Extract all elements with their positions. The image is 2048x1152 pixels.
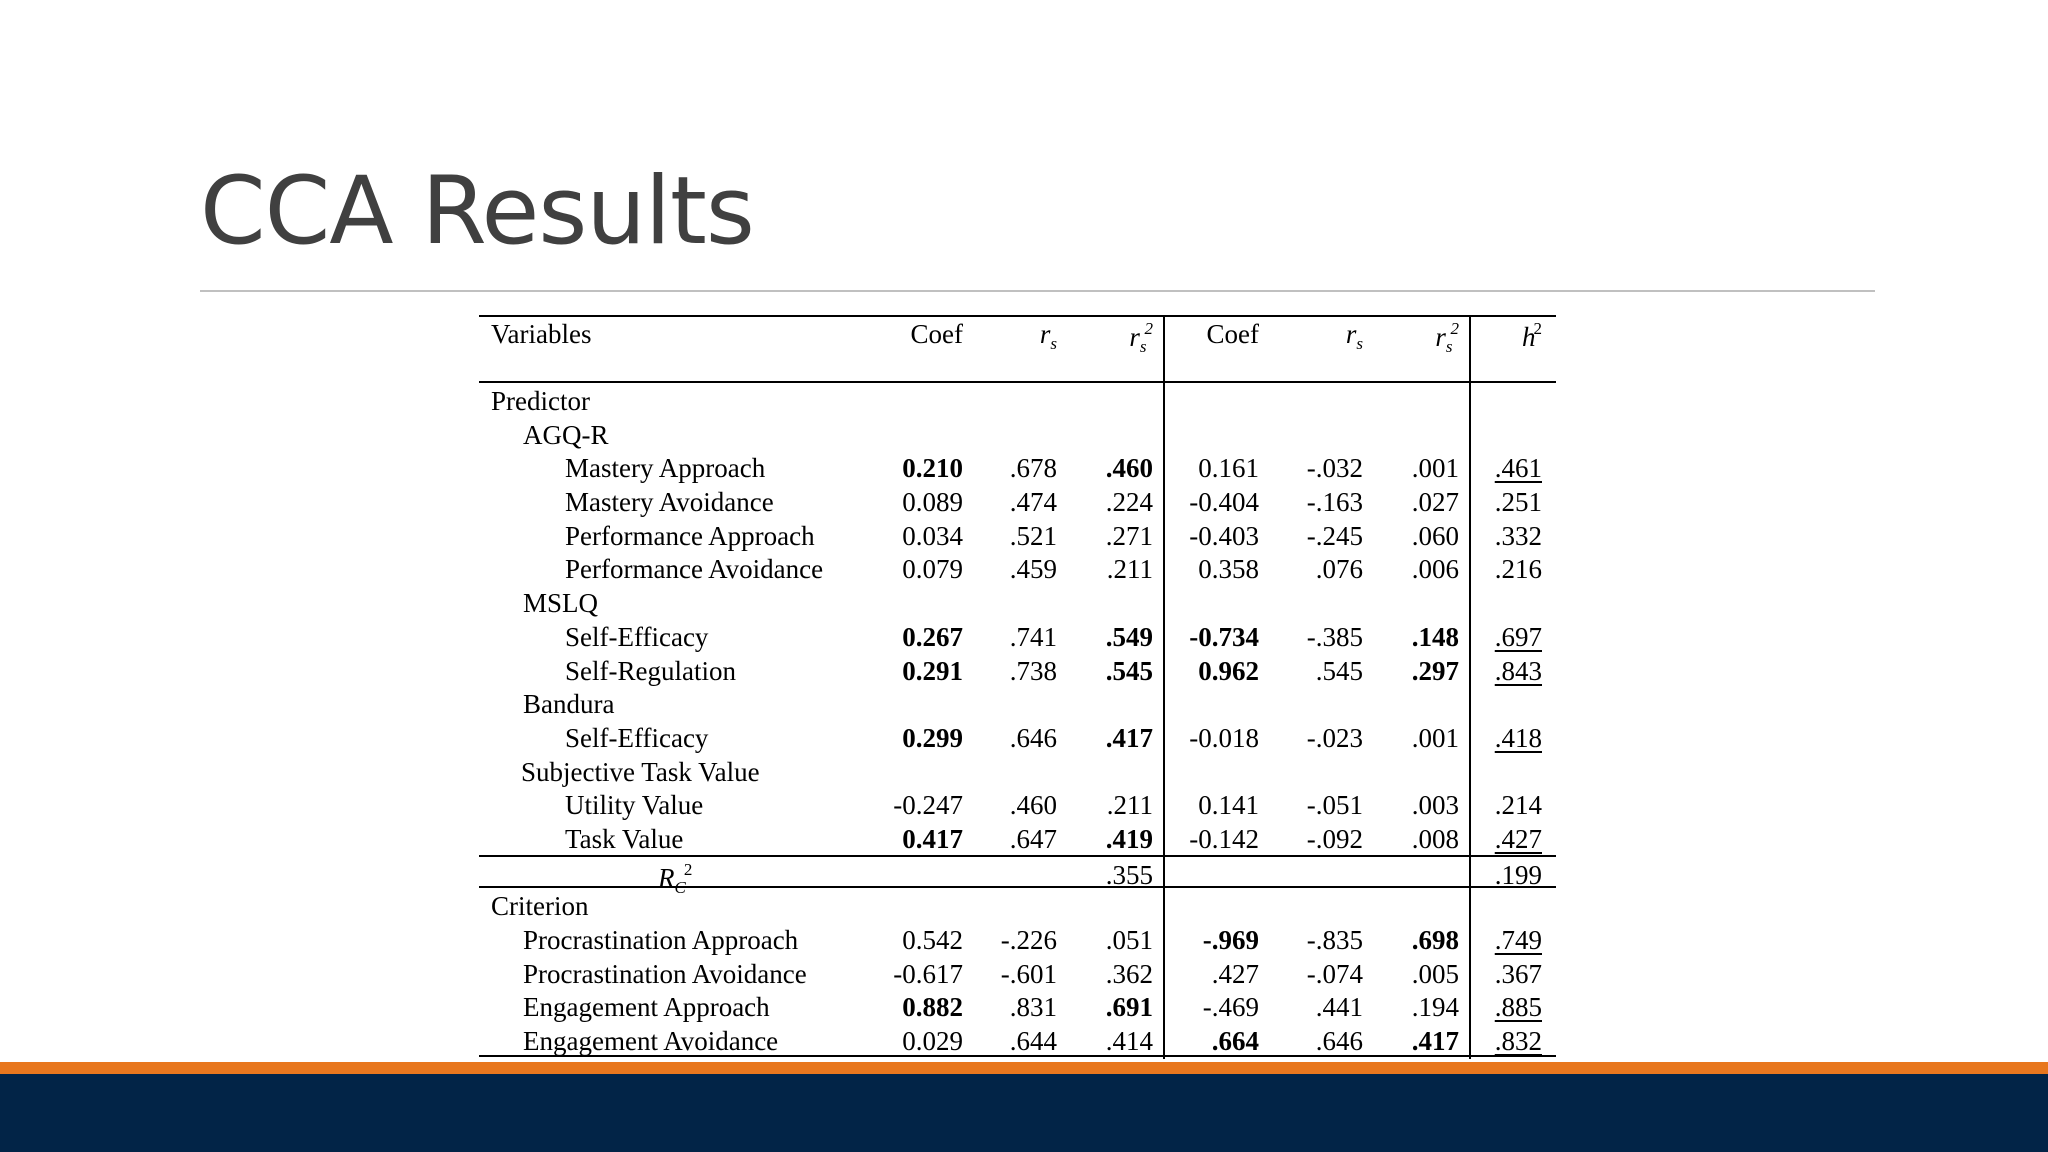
row-label: Self-Efficacy <box>565 621 709 652</box>
table-row <box>479 720 1556 754</box>
row-label: Performance Approach <box>565 520 815 551</box>
cell: .460 <box>1009 790 1057 821</box>
cell: .738 <box>1009 655 1057 686</box>
cell: .216 <box>1494 554 1542 585</box>
row-label: Procrastination Approach <box>523 925 799 955</box>
cell: 0.089 <box>902 487 963 518</box>
cell: 0.417 <box>902 823 963 854</box>
cell: .419 <box>1105 823 1153 854</box>
cell: 0.542 <box>902 925 963 955</box>
cell: .251 <box>1494 487 1542 518</box>
table-row <box>479 1023 1556 1057</box>
cell: .460 <box>1105 453 1153 484</box>
row-label: Mastery Avoidance <box>565 487 774 518</box>
header-rs-1: $r_s$ <box>1039 319 1057 353</box>
cell: .005 <box>1411 958 1459 989</box>
cell: -.226 <box>1000 925 1057 955</box>
cell: -0.403 <box>1189 520 1259 551</box>
table-row <box>479 989 1556 1023</box>
cell: 0.079 <box>902 554 963 585</box>
section-label: Criterion <box>491 891 589 922</box>
cell: .355 <box>1105 859 1153 890</box>
cell: .060 <box>1411 520 1459 551</box>
table-row-group <box>479 417 1556 451</box>
cell: -.469 <box>1202 992 1259 1023</box>
cell: -0.734 <box>1189 621 1259 652</box>
table-row <box>479 956 1556 990</box>
cell: .427 <box>1211 958 1259 989</box>
cell: .417 <box>1105 722 1153 753</box>
cell: -0.617 <box>893 958 963 989</box>
cell: .885 <box>1494 992 1542 1023</box>
cell: .698 <box>1411 925 1459 955</box>
cell: .076 <box>1315 554 1363 585</box>
cell: 0.141 <box>1198 790 1259 821</box>
row-label: Mastery Approach <box>565 453 766 484</box>
table-row <box>479 450 1556 484</box>
table-row-group <box>479 754 1556 788</box>
cell: .332 <box>1494 520 1542 551</box>
cell: .545 <box>1105 655 1153 686</box>
row-label: Engagement Approach <box>523 992 770 1023</box>
cell: -0.142 <box>1189 823 1259 854</box>
cell: 0.029 <box>902 1026 963 1057</box>
group-label: MSLQ <box>523 588 599 619</box>
cell: .211 <box>1106 790 1153 821</box>
cell: .697 <box>1494 621 1542 652</box>
cell: .148 <box>1411 621 1459 652</box>
cell: .001 <box>1411 453 1459 484</box>
table-row <box>479 484 1556 518</box>
footer-accent-bar <box>0 1062 2048 1074</box>
header-coef-1: Coef <box>910 319 963 349</box>
table-row <box>479 821 1556 855</box>
cell: -.835 <box>1306 925 1363 955</box>
cell: .644 <box>1009 1026 1057 1057</box>
cell: .297 <box>1411 655 1459 686</box>
cell: .749 <box>1494 925 1542 955</box>
cell: .427 <box>1494 823 1542 854</box>
cell: 0.962 <box>1198 655 1259 686</box>
cell: -.969 <box>1202 925 1259 955</box>
row-label: Engagement Avoidance <box>523 1026 779 1057</box>
cell: 0.291 <box>902 655 963 686</box>
cell: .214 <box>1494 790 1542 821</box>
cell: .001 <box>1411 722 1459 753</box>
header-coef-2: Coef <box>1206 319 1259 349</box>
cell: 0.267 <box>902 621 963 652</box>
table-row-rc2 <box>479 855 1556 897</box>
cell: -.032 <box>1306 453 1363 484</box>
cell: -0.404 <box>1189 487 1259 518</box>
table-row <box>479 653 1556 687</box>
cell: .646 <box>1009 722 1057 753</box>
cell: .678 <box>1009 453 1057 484</box>
cell: 0.299 <box>902 722 963 753</box>
row-label: Procrastination Avoidance <box>523 958 807 989</box>
cell: .211 <box>1106 554 1153 585</box>
cell: .691 <box>1105 992 1153 1023</box>
table-row <box>479 551 1556 585</box>
cell: -0.018 <box>1189 722 1259 753</box>
header-variables: Variables <box>491 319 592 349</box>
cell: .545 <box>1315 655 1363 686</box>
cell: 0.034 <box>902 520 963 551</box>
cell: .051 <box>1105 925 1153 955</box>
cell: 0.210 <box>902 453 963 484</box>
cell: .664 <box>1211 1026 1259 1057</box>
cell: .417 <box>1411 1026 1459 1057</box>
section-label: Predictor <box>491 386 590 416</box>
cell: -.601 <box>1000 958 1057 989</box>
cell: -.074 <box>1306 958 1363 989</box>
cca-results-table <box>479 315 1556 1057</box>
cell: .521 <box>1009 520 1057 551</box>
header-h2: $h^2$ <box>1522 319 1542 352</box>
cell: 0.358 <box>1198 554 1259 585</box>
row-label: Utility Value <box>565 790 704 821</box>
cell: .549 <box>1105 621 1153 652</box>
cell: .199 <box>1494 859 1542 890</box>
cell: .647 <box>1009 823 1057 854</box>
row-label: Task Value <box>565 823 684 854</box>
cell: -.245 <box>1306 520 1363 551</box>
cell: .224 <box>1105 487 1153 518</box>
table-row <box>479 922 1556 956</box>
cell: .006 <box>1411 554 1459 585</box>
group-label: Bandura <box>523 689 615 720</box>
table-header-row <box>479 315 1556 383</box>
table-row <box>479 518 1556 552</box>
table-row <box>479 619 1556 653</box>
cell: .027 <box>1411 487 1459 518</box>
cell: -.023 <box>1306 722 1363 753</box>
slide-title: CCA Results <box>200 157 754 266</box>
cell: -.092 <box>1306 823 1363 854</box>
group-label: Subjective Task Value <box>521 756 760 787</box>
table-row-group <box>479 585 1556 619</box>
cell: .418 <box>1494 722 1542 753</box>
cell: 0.882 <box>902 992 963 1023</box>
cell: .271 <box>1105 520 1153 551</box>
cell: -.051 <box>1306 790 1363 821</box>
header-rs2-1: $r_s^2$ <box>1129 319 1153 356</box>
row-label: Self-Efficacy <box>565 722 709 753</box>
cell: .362 <box>1105 958 1153 989</box>
cell: .646 <box>1315 1026 1363 1057</box>
cell: .367 <box>1494 958 1542 989</box>
cell: .459 <box>1009 554 1057 585</box>
cell: .003 <box>1411 790 1459 821</box>
header-rs2-2: $r_s^2$ <box>1435 319 1459 356</box>
cell: -0.247 <box>893 790 963 821</box>
cell: .843 <box>1494 655 1542 686</box>
cell: -.385 <box>1306 621 1363 652</box>
group-label: AGQ-R <box>523 419 609 450</box>
row-label: Self-Regulation <box>565 655 736 686</box>
table-row-predictor <box>479 383 1556 417</box>
table-row <box>479 787 1556 821</box>
cell: .008 <box>1411 823 1459 854</box>
row-label: Performance Avoidance <box>565 554 824 585</box>
cell: .461 <box>1494 453 1542 484</box>
cell: .441 <box>1315 992 1363 1023</box>
rc2-label: $R_C^2$ <box>658 859 693 897</box>
cell: .831 <box>1009 992 1057 1023</box>
table-row-criterion <box>479 888 1556 922</box>
cell: .474 <box>1009 487 1057 518</box>
cell: 0.161 <box>1198 453 1259 484</box>
table-row-group <box>479 686 1556 720</box>
cell: .741 <box>1009 621 1057 652</box>
cell: .414 <box>1105 1026 1153 1057</box>
cell: .832 <box>1494 1026 1542 1057</box>
cell: -.163 <box>1306 487 1363 518</box>
header-rs-2: $r_s$ <box>1345 319 1363 353</box>
title-divider <box>200 290 1875 292</box>
cell: .194 <box>1411 992 1459 1023</box>
footer-bar <box>0 1074 2048 1152</box>
